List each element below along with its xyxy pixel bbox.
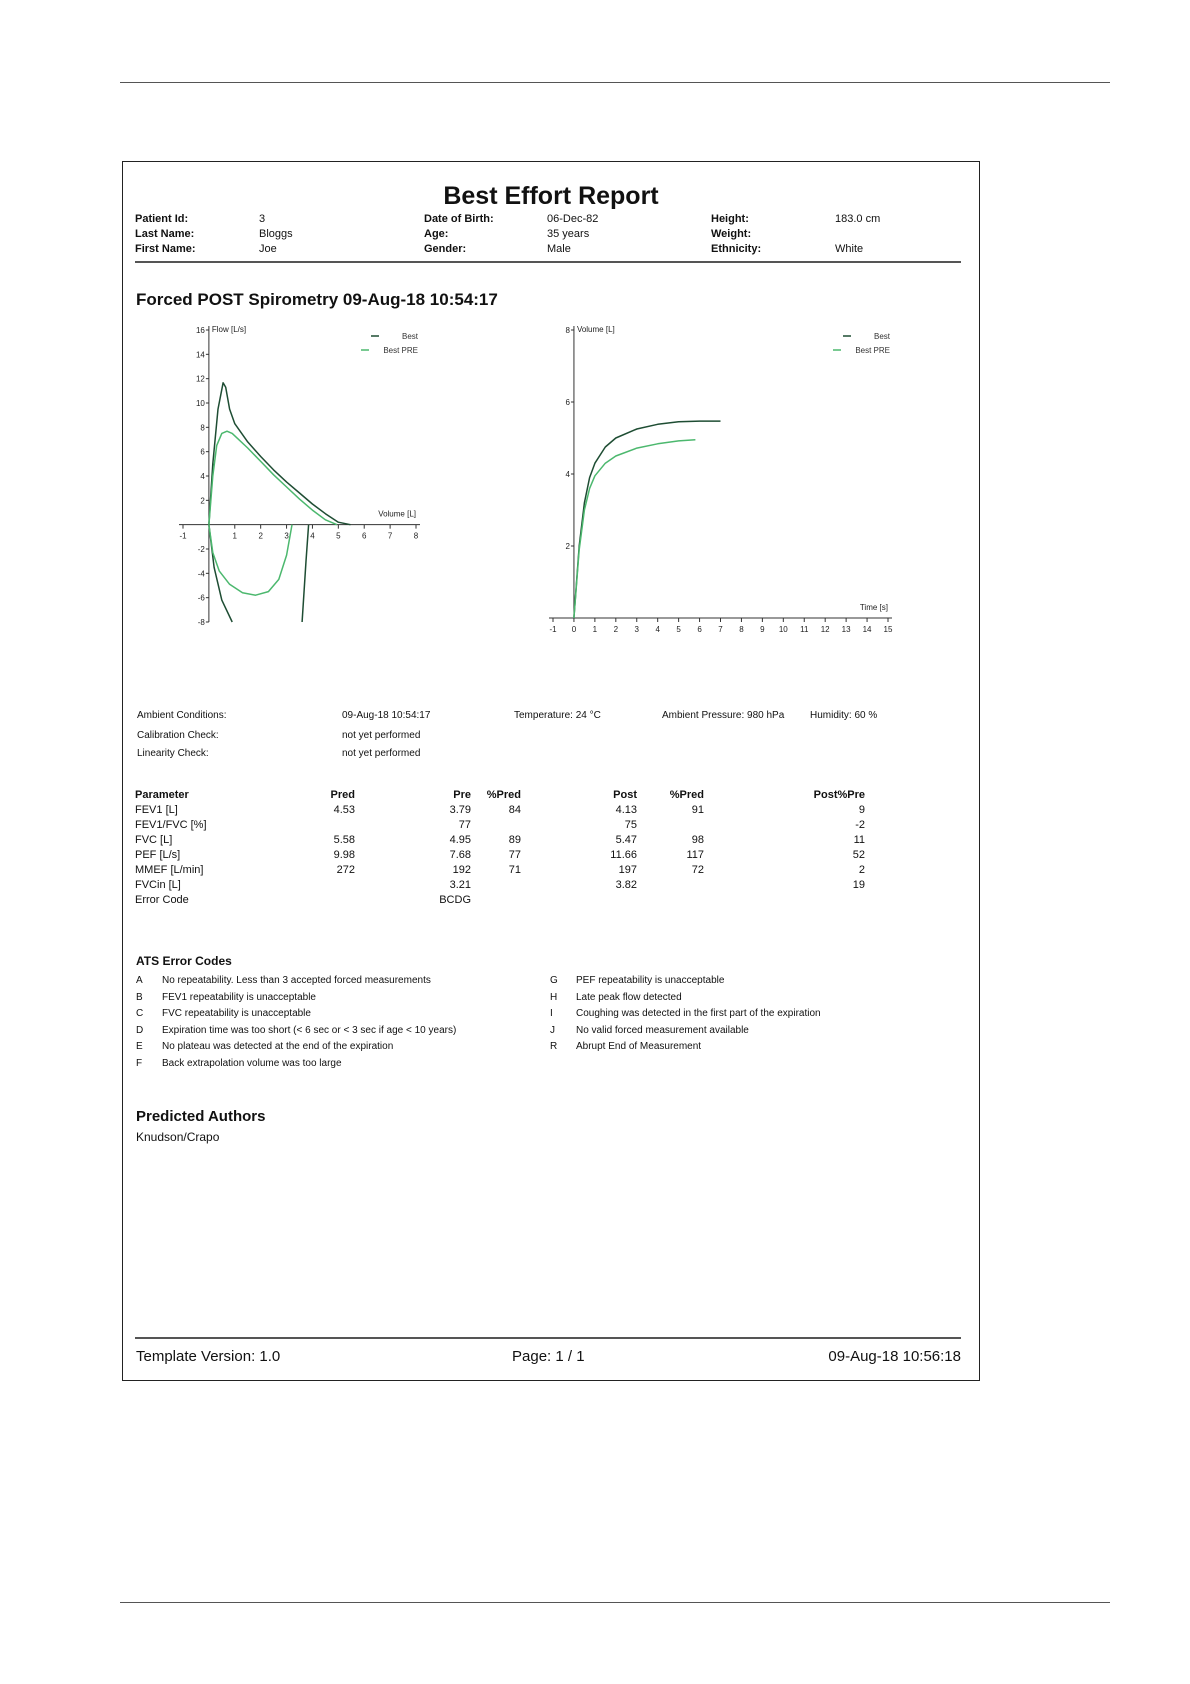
col-pre: Pre bbox=[453, 789, 471, 801]
error-code: G bbox=[550, 975, 558, 986]
y-tick-label: 4 bbox=[200, 472, 205, 481]
error-text: FEV1 repeatability is unacceptable bbox=[162, 992, 316, 1003]
x-tick-label: 5 bbox=[676, 625, 681, 634]
cell: 91 bbox=[691, 804, 704, 816]
linearity-label: Linearity Check: bbox=[137, 748, 209, 759]
x-tick-label: 6 bbox=[361, 531, 367, 541]
cell: 11 bbox=[853, 834, 865, 846]
y-tick-label: 10 bbox=[195, 399, 205, 408]
y-tick-label: 6 bbox=[200, 447, 205, 457]
error-text: FVC repeatability is unacceptable bbox=[162, 1008, 311, 1019]
error-text: No plateau was detected at the end of the expiration bbox=[162, 1041, 394, 1052]
gender: Male bbox=[547, 243, 571, 255]
table-row bbox=[135, 833, 865, 848]
error-code-item bbox=[136, 992, 316, 1003]
calibration-label: Calibration Check: bbox=[137, 730, 219, 741]
y-tick-label: 12 bbox=[195, 374, 205, 384]
linearity-value: not yet performed bbox=[342, 748, 421, 759]
x-tick-label: 2 bbox=[258, 531, 263, 541]
dob-label: Date of Birth: bbox=[424, 213, 494, 225]
error-code-item bbox=[550, 975, 724, 986]
x-tick-label: 5 bbox=[336, 531, 341, 541]
series-line-best-pre bbox=[209, 525, 292, 596]
cell: 3.21 bbox=[449, 879, 471, 891]
x-tick-label: 10 bbox=[778, 625, 788, 634]
cell: BCDG bbox=[439, 894, 471, 906]
series-line-best bbox=[302, 525, 309, 622]
ambient-conditions-label: Ambient Conditions: bbox=[137, 710, 227, 721]
y-tick-label: 16 bbox=[195, 326, 205, 335]
y-tick-label: -6 bbox=[197, 593, 205, 603]
error-text: Late peak flow detected bbox=[576, 992, 682, 1003]
cell: FEV1/FVC [%] bbox=[135, 819, 207, 831]
x-tick-label: 7 bbox=[718, 625, 723, 634]
cell: 192 bbox=[452, 864, 471, 876]
x-tick-label: 14 bbox=[862, 625, 872, 634]
cell bbox=[637, 878, 704, 893]
x-tick-label: 4 bbox=[310, 531, 315, 541]
cell: FVC [L] bbox=[135, 834, 173, 846]
patient-id: 3 bbox=[259, 213, 266, 225]
age-label: Age: bbox=[424, 228, 449, 240]
x-tick-label: 0 bbox=[571, 625, 577, 634]
legend-label: Best bbox=[873, 332, 890, 341]
ambient-pressure: Ambient Pressure: 980 hPa bbox=[662, 710, 785, 721]
legend-label: Best PRE bbox=[383, 346, 418, 355]
cell: 2 bbox=[858, 864, 865, 876]
table-row bbox=[135, 803, 865, 818]
cell bbox=[295, 878, 355, 893]
calibration-value: not yet performed bbox=[342, 730, 421, 741]
cell: PEF [L/s] bbox=[135, 849, 181, 861]
series-line-best bbox=[574, 421, 721, 618]
error-code: F bbox=[136, 1058, 143, 1069]
temperature: Temperature: 24 °C bbox=[514, 710, 601, 721]
error-code-item bbox=[550, 1041, 701, 1052]
x-tick-label: 6 bbox=[697, 625, 702, 634]
cell bbox=[471, 893, 521, 908]
cell bbox=[704, 893, 865, 908]
x-tick-label: 12 bbox=[820, 625, 830, 634]
cell: -2 bbox=[855, 819, 865, 831]
y-tick-label: -8 bbox=[197, 618, 205, 627]
flow-volume-chart bbox=[178, 322, 468, 667]
series-line-best-pre bbox=[574, 440, 696, 618]
cell: FEV1 [L] bbox=[135, 804, 178, 816]
error-code-item bbox=[550, 1025, 749, 1036]
cell: 89 bbox=[508, 834, 521, 846]
cell: 4.13 bbox=[615, 804, 637, 816]
error-code: H bbox=[550, 992, 558, 1003]
error-code-item bbox=[550, 1008, 821, 1019]
cell: 71 bbox=[508, 864, 521, 876]
cell: 5.58 bbox=[333, 834, 355, 846]
y-tick-label: -2 bbox=[197, 545, 205, 554]
cell: MMEF [L/min] bbox=[135, 864, 204, 876]
cell: 4.53 bbox=[333, 804, 355, 816]
y-tick-label: 8 bbox=[565, 326, 570, 335]
parameters-table bbox=[135, 788, 865, 908]
cell: 98 bbox=[691, 834, 704, 846]
error-code-item bbox=[136, 975, 431, 986]
cell: 77 bbox=[508, 849, 521, 861]
error-code: E bbox=[136, 1041, 143, 1052]
dob: 06-Dec-82 bbox=[547, 213, 599, 225]
table-row bbox=[135, 863, 865, 878]
error-code: I bbox=[550, 1008, 553, 1019]
cell: 84 bbox=[508, 804, 521, 816]
cell bbox=[295, 893, 355, 908]
x-tick-label: 7 bbox=[387, 531, 393, 541]
x-tick-label: 4 bbox=[655, 625, 660, 634]
cell: 9 bbox=[858, 804, 865, 816]
error-code-item bbox=[136, 1008, 311, 1019]
error-code: J bbox=[550, 1025, 555, 1036]
patient-info-col2 bbox=[424, 212, 684, 257]
cell bbox=[637, 893, 704, 908]
report-title: Best Effort Report bbox=[443, 182, 659, 210]
first-name-label: First Name: bbox=[135, 243, 196, 255]
cell: 72 bbox=[691, 864, 704, 876]
y-tick-label: 14 bbox=[195, 350, 205, 360]
error-code-item bbox=[136, 1058, 342, 1069]
y-axis-label: Flow [L/s] bbox=[211, 325, 247, 334]
x-tick-label: 3 bbox=[284, 531, 289, 541]
error-text: No repeatability. Less than 3 accepted forced measurements bbox=[162, 975, 431, 986]
x-tick-label: 1 bbox=[592, 625, 598, 634]
patient-id-label: Patient Id: bbox=[135, 213, 189, 225]
x-tick-label: 2 bbox=[613, 625, 619, 634]
table-row bbox=[135, 878, 865, 893]
cell bbox=[295, 818, 355, 833]
report-page bbox=[122, 161, 980, 1381]
col-pre-pct-pred: %Pred bbox=[486, 789, 521, 801]
table-row bbox=[135, 848, 865, 863]
series-line-best bbox=[209, 383, 351, 525]
cell: 52 bbox=[852, 849, 865, 861]
height: 183.0 cm bbox=[835, 213, 881, 225]
volume-time-chart bbox=[549, 322, 908, 667]
age: 35 years bbox=[547, 228, 590, 240]
cell: 77 bbox=[458, 819, 471, 831]
x-tick-label: 8 bbox=[739, 625, 744, 634]
x-axis-label: Time [s] bbox=[859, 603, 888, 612]
error-text: No valid forced measurement available bbox=[576, 1025, 749, 1036]
cell: FVCin [L] bbox=[135, 879, 181, 891]
y-tick-label: 2 bbox=[200, 496, 205, 506]
y-axis-label: Volume [L] bbox=[576, 325, 615, 334]
legend-label: Best bbox=[401, 332, 418, 341]
cell: 4.95 bbox=[449, 834, 471, 846]
error-code-item bbox=[136, 1041, 393, 1052]
bottom-rule bbox=[120, 1602, 1110, 1603]
template-version: Template Version: 1.0 bbox=[136, 1348, 281, 1365]
error-text: PEF repeatability is unacceptable bbox=[576, 975, 725, 986]
error-text: Coughing was detected in the first part of the expiration bbox=[576, 1008, 821, 1019]
x-tick-label: 1 bbox=[232, 531, 238, 541]
col-post: Post bbox=[613, 789, 637, 801]
error-code-item bbox=[136, 1025, 456, 1036]
cell: 197 bbox=[618, 864, 637, 876]
last-name: Bloggs bbox=[259, 228, 293, 240]
x-tick-label: -1 bbox=[179, 531, 187, 541]
cell: 9.98 bbox=[333, 849, 355, 861]
error-code: A bbox=[136, 975, 143, 986]
error-text: Back extrapolation volume was too large bbox=[162, 1058, 342, 1069]
cell: 19 bbox=[852, 879, 865, 891]
ethnicity: White bbox=[835, 243, 864, 255]
x-tick-label: 11 bbox=[800, 625, 809, 634]
patient-info-col1 bbox=[135, 212, 395, 257]
weight-label: Weight: bbox=[711, 228, 752, 240]
cell: 7.68 bbox=[449, 849, 471, 861]
x-tick-label: 8 bbox=[413, 531, 419, 541]
table-row bbox=[135, 893, 865, 908]
cell: 5.47 bbox=[615, 834, 637, 846]
cell: 272 bbox=[336, 864, 355, 876]
cell: 3.79 bbox=[449, 804, 471, 816]
ethnicity-label: Ethnicity: bbox=[711, 243, 762, 255]
table-row bbox=[135, 818, 865, 833]
y-tick-label: 2 bbox=[565, 542, 570, 551]
error-code-item bbox=[550, 992, 682, 1003]
patient-info-col3 bbox=[711, 212, 961, 257]
error-code: R bbox=[550, 1041, 558, 1052]
x-tick-label: 3 bbox=[634, 625, 639, 634]
error-code: C bbox=[136, 1008, 144, 1019]
section-title: Forced POST Spirometry 09-Aug-18 10:54:17 bbox=[136, 290, 498, 309]
y-tick-label: 4 bbox=[565, 470, 570, 479]
report-timestamp: 09-Aug-18 10:56:18 bbox=[828, 1348, 961, 1365]
error-text: Abrupt End of Measurement bbox=[576, 1041, 702, 1052]
table-header-row bbox=[135, 788, 865, 803]
col-post-pct-pre: Post%Pre bbox=[813, 789, 865, 801]
x-tick-label: 15 bbox=[883, 625, 893, 634]
header-divider bbox=[135, 261, 961, 263]
cell bbox=[521, 893, 637, 908]
ambient-conditions-value: 09-Aug-18 10:54:17 bbox=[342, 710, 431, 721]
predicted-authors-value: Knudson/Crapo bbox=[136, 1130, 220, 1144]
ats-error-codes-title: ATS Error Codes bbox=[136, 954, 232, 968]
predicted-authors-title: Predicted Authors bbox=[136, 1108, 266, 1125]
cell: 11.66 bbox=[610, 849, 637, 861]
cell bbox=[637, 818, 704, 833]
page-number: Page: 1 / 1 bbox=[512, 1348, 585, 1365]
top-rule bbox=[120, 82, 1110, 83]
col-pred: Pred bbox=[330, 789, 355, 801]
cell: 117 bbox=[686, 849, 704, 861]
humidity: Humidity: 60 % bbox=[810, 710, 878, 721]
x-axis-label: Volume [L] bbox=[378, 509, 416, 519]
x-tick-label: -1 bbox=[549, 625, 557, 634]
error-code: B bbox=[136, 992, 143, 1003]
cell bbox=[471, 878, 521, 893]
y-tick-label: 8 bbox=[200, 423, 205, 433]
y-tick-label: -4 bbox=[197, 569, 205, 579]
error-text: Expiration time was too short (< 6 sec or < 3 sec if age < 10 years) bbox=[162, 1025, 457, 1036]
cell: Error Code bbox=[135, 894, 189, 906]
col-parameter: Parameter bbox=[135, 789, 189, 801]
error-code: D bbox=[136, 1025, 144, 1036]
x-tick-label: 9 bbox=[760, 625, 765, 634]
col-post-pct-pred: %Pred bbox=[669, 789, 704, 801]
gender-label: Gender: bbox=[424, 243, 467, 255]
x-tick-label: 13 bbox=[841, 625, 851, 634]
y-tick-label: 6 bbox=[565, 398, 570, 407]
cell: 3.82 bbox=[615, 879, 637, 891]
footer-divider bbox=[135, 1337, 961, 1339]
series-line-best-pre bbox=[209, 431, 337, 525]
cell bbox=[471, 818, 521, 833]
height-label: Height: bbox=[711, 213, 749, 225]
legend-label: Best PRE bbox=[855, 346, 890, 355]
first-name: Joe bbox=[259, 243, 277, 255]
last-name-label: Last Name: bbox=[135, 228, 195, 240]
cell: 75 bbox=[624, 819, 637, 831]
